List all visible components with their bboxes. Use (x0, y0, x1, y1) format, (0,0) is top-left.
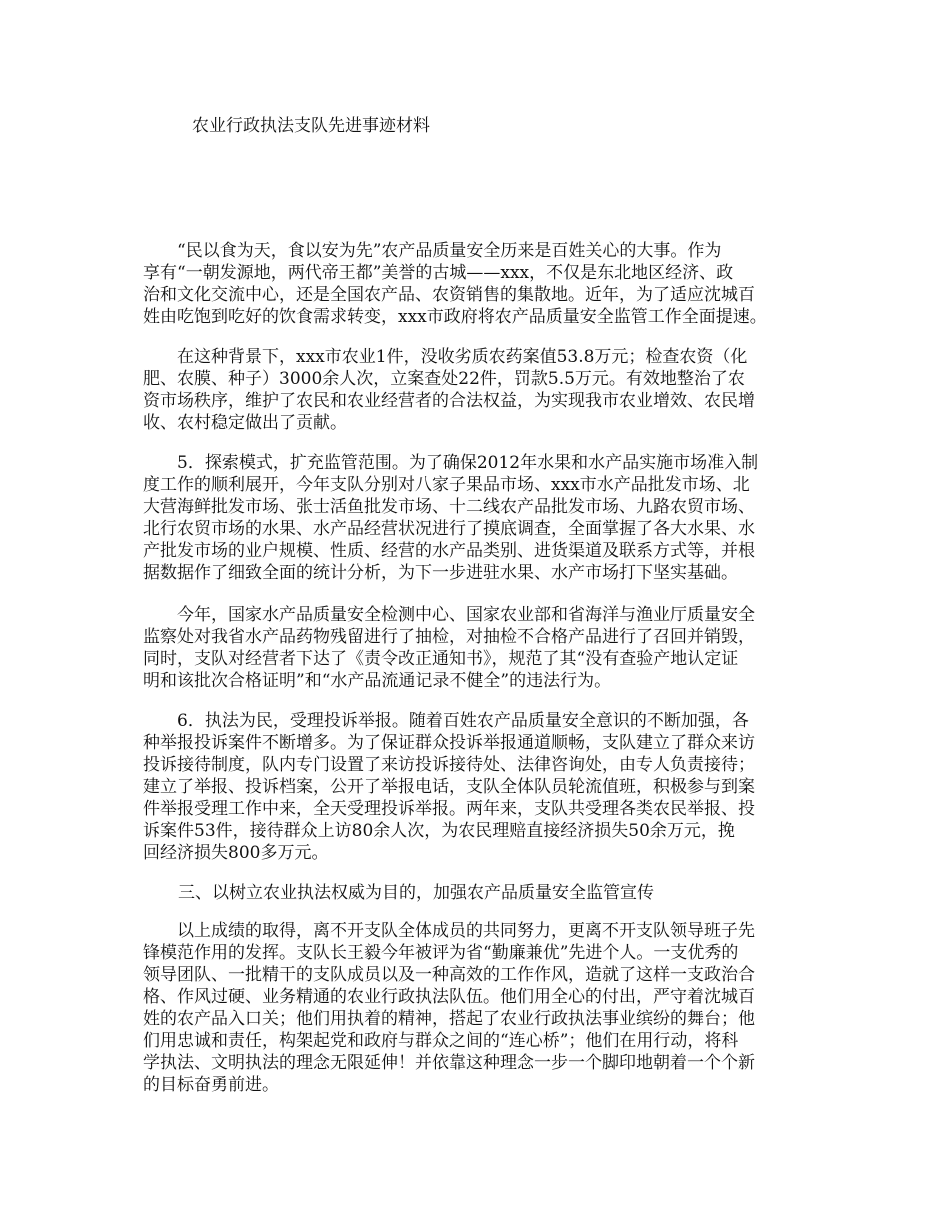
paragraph-item-5: 5．探索模式，扩充监管范围。为了确保2012年水果和水产品实施市场准入制 度工作的顺利展开，今年支队分别对八家子果品市场、xxx市水产品批发市场、北 大营海鲜批发市场、张士活鱼批发市场、十二线农产品批发市场、九路农贸市场、 北行农贸市场的水果、水产品经营状况进行了摸底调查，全面掌握了各大水果、水 产批发市场的业户规模、性质、经营的水产品类别、进货渠道及联系方式等，并根 据数据作了细致全面的统计分析，为下一步进驻水果、水产市场打下坚实基础。 (143, 453, 759, 583)
document-title: 农业行政执法支队先进事迹材料 (192, 116, 430, 136)
paragraph-closing: 以上成绩的取得，离不开支队全体成员的共同努力，更离不开支队领导班子先 锋模范作用的发挥。支队长王毅今年被评为省“勤廉兼优”先进个人。一支优秀的 领导团队、一批精干的支队成员以及一种高效的工作作风，造就了这样一支政治合 格、作风过硬、业务精通的农业行政执法队伍。他们用全心的付出，严守着沈城百 姓的农产品入口关；他们用执着的精神，搭起了农业行政执法事业缤纷的舞台；他 们用忠诚和责任，构架起党和政府与群众之间的“连心桥”；他们在用行动，将科 学执法、文明执法的理念无限延伸！并依靠这种理念一步一个脚印地朝着一个个新 的目标奋勇前进。 (143, 921, 755, 1095)
paragraph-background: 在这种背景下，xxx市农业1件，没收劣质农药案值53.8万元；检查农资（化 肥、农膜、种子）3000余人次，立案查处22件，罚款5.5万元。有效地整治了农 资市场秩序，维护了农民和农业经营者的合法权益，为实现我市农业增效、农民增 收、农村稳定做出了贡献。 (143, 347, 755, 433)
section-heading: 三、以树立农业执法权威为目的，加强农产品质量安全监管宣传 (178, 883, 654, 903)
paragraph-inspection: 今年，国家水产品质量安全检测中心、国家农业部和省海洋与渔业厅质量安全 监察处对我省水产品药物残留进行了抽检，对抽检不合格产品进行了召回并销毁， 同时，支队对经营者下达了《责令改正通知书》，规范了其“没有查验产地认定证 明和该批次合格证明”和“水产品流通记录不健全”的违法行为。 (143, 605, 755, 691)
paragraph-item-6: 6．执法为民，受理投诉举报。随着百姓农产品质量安全意识的不断加强，各 种举报投诉案件不断增多。为了保证群众投诉举报通道顺畅，支队建立了群众来访 投诉接待制度，队内专门设置了来访投诉接待处、法律咨询处，由专人负责接待； 建立了举报、投诉档案，公开了举报电话，支队全体队员轮流值班，积极参与到案 件举报受理工作中来，全天受理投诉举报。两年来，支队共受理各类农民举报、投 诉案件53件，接待群众上访80余人次，为农民理赔直接经济损失50余万元，挽 回经济损失800多万元。 (143, 711, 755, 863)
paragraph-intro: “民以食为天，食以安为先”农产品质量安全历来是百姓关心的大事。作为 享有“一朝发源地，两代帝王都”美誉的古城——xxx，不仅是东北地区经济、政 治和文化交流中心，还是全国农产品、农资销售的集散地。近年，为了适应沈城百 姓由吃饱到吃好的饮食需求转变，xxx市政府将农产品质量安全监管工作全面提速。 (143, 241, 767, 327)
